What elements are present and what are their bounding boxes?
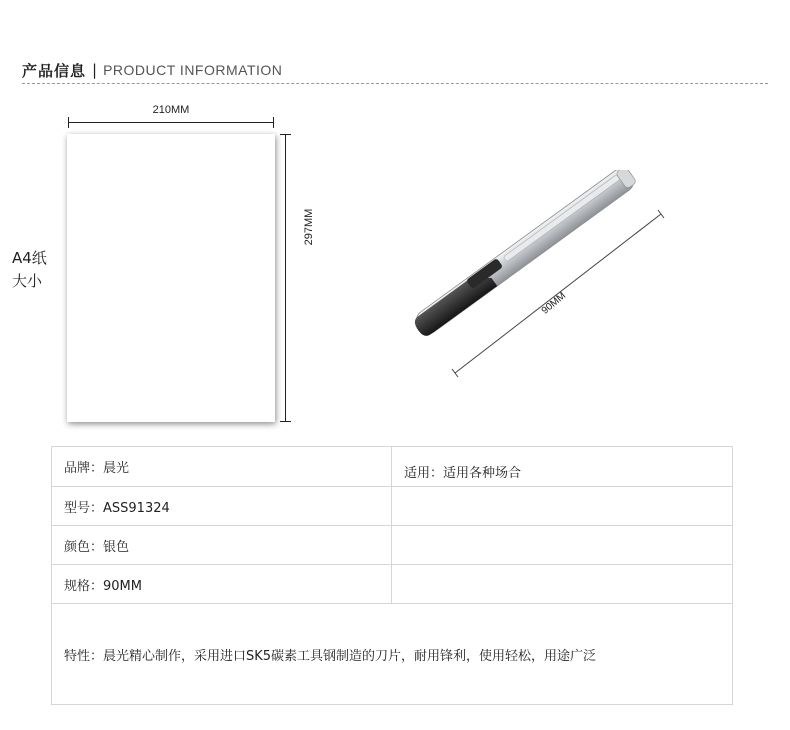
utility-knife-image xyxy=(405,170,675,380)
header-divider xyxy=(22,83,768,84)
paper-caption-line1: A4纸 xyxy=(12,249,47,267)
paper-caption xyxy=(12,247,47,293)
paper-width-dimension-line xyxy=(68,122,274,123)
section-header xyxy=(22,58,282,82)
model-cell: 型号：ASS91324 xyxy=(52,487,392,526)
knife-body xyxy=(410,170,638,339)
paper-width-label: 210MM xyxy=(152,104,190,116)
table-row xyxy=(52,487,733,526)
section-title-cn: 产品信息 xyxy=(22,61,87,80)
a4-paper-illustration xyxy=(67,134,275,422)
paper-width-tick-left xyxy=(68,117,69,128)
table-row xyxy=(52,526,733,565)
usage-cell xyxy=(392,447,733,487)
table-row xyxy=(52,565,733,604)
empty-cell xyxy=(392,526,733,565)
empty-cell xyxy=(392,565,733,604)
table-row xyxy=(52,604,733,705)
paper-height-dimension-line xyxy=(285,134,286,422)
paper-caption-line2: 大小 xyxy=(12,272,43,290)
empty-cell xyxy=(392,487,733,526)
table-row xyxy=(52,447,733,487)
paper-height-tick-bottom xyxy=(280,421,291,422)
size-cell: 规格：90MM xyxy=(52,565,392,604)
knife-length-label: 90MM xyxy=(539,290,569,317)
brand-cell: 品牌：晨光 xyxy=(52,447,392,487)
paper-height-label: 297MM xyxy=(303,208,315,246)
spec-table xyxy=(51,446,733,705)
paper-height-tick-top xyxy=(280,134,291,135)
usage-text: 适用：适用各种场合 xyxy=(404,466,522,481)
features-cell: 特性：晨光精心制作，采用进口SK5碳素工具钢制造的刀片，耐用锋利，使用轻松，用途广泛 xyxy=(52,604,733,705)
paper-width-tick-right xyxy=(273,117,274,128)
title-separator: | xyxy=(92,61,98,79)
color-cell: 颜色：银色 xyxy=(52,526,392,565)
section-title-en: PRODUCT INFORMATION xyxy=(103,62,283,78)
